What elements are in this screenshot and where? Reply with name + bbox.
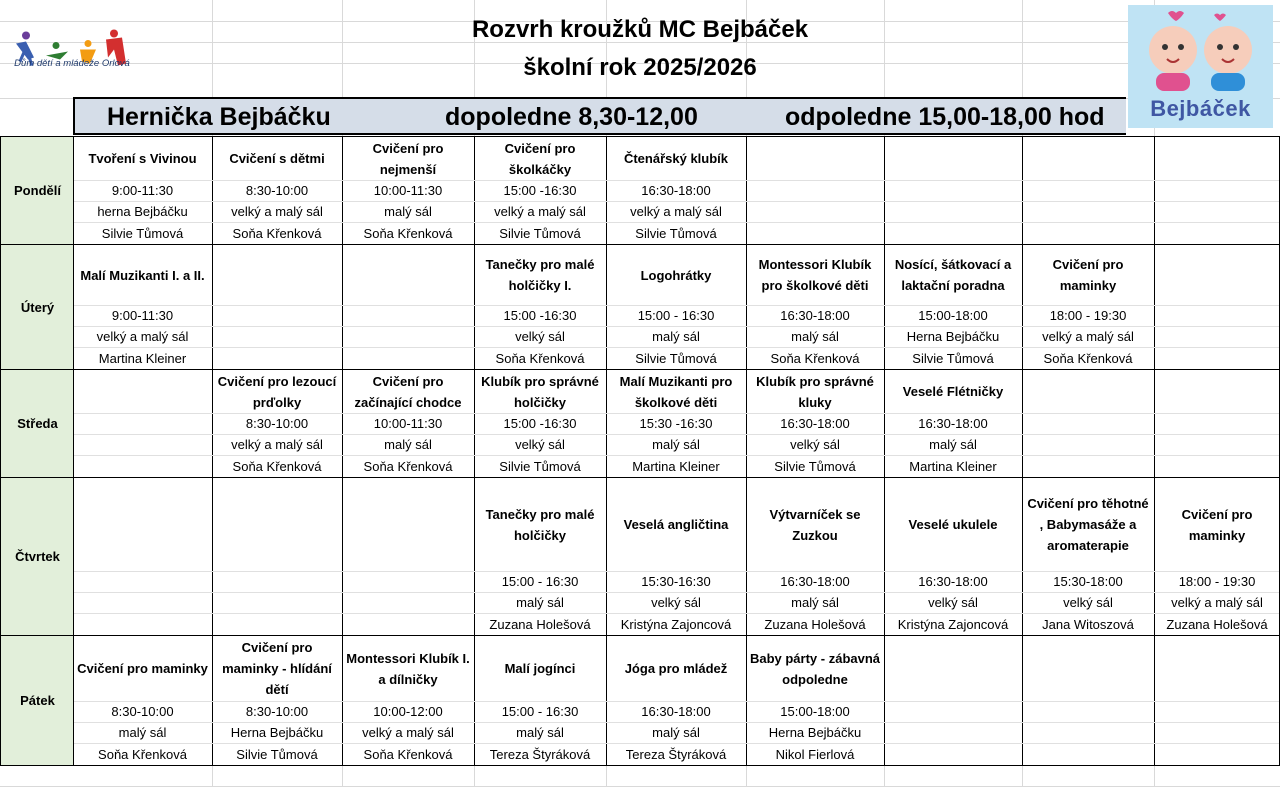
activity-time: 16:30-18:00 — [641, 704, 711, 719]
activity-title: Čtenářský klubík — [623, 151, 729, 166]
activity-time: 16:30-18:00 — [780, 416, 850, 431]
activity-title: Cvičení pro maminky — [1052, 257, 1124, 293]
activity-teacher: Silvie Tůmová — [101, 225, 184, 241]
column-divider — [884, 136, 885, 244]
activity-time: 16:30-18:00 — [918, 574, 988, 589]
column-divider — [1022, 136, 1023, 244]
column-divider — [884, 635, 885, 765]
activity-place: velký sál — [515, 329, 565, 344]
activity-teacher: Zuzana Holešová — [764, 616, 866, 632]
column-divider — [212, 244, 213, 369]
activity-place: velký sál — [928, 595, 978, 610]
activity-title: Nosící, šátkovací a laktační poradna — [894, 257, 1012, 293]
activity-teacher: Soňa Křenková — [495, 350, 585, 366]
page-subtitle: školní rok 2025/2026 — [523, 54, 757, 81]
column-divider — [1022, 369, 1023, 477]
activity-title: Cvičení pro začínající chodce — [354, 373, 462, 410]
activity-place: Herna Bejbáčku — [230, 725, 324, 740]
activity-place: herna Bejbáčku — [97, 204, 188, 219]
activity-time: 16:30-18:00 — [780, 574, 850, 589]
activity-teacher: Kristýna Zajoncová — [620, 616, 732, 632]
activity-title: Tanečky pro malé holčičky — [485, 506, 595, 543]
activity-place: velký sál — [651, 595, 701, 610]
activity-time: 16:30-18:00 — [641, 183, 711, 198]
info-bar — [73, 97, 1126, 135]
activity-time: 18:00 - 19:30 — [1178, 574, 1256, 589]
activity-time: 15:00-18:00 — [780, 704, 850, 719]
activity-teacher: Soňa Křenková — [363, 225, 453, 241]
activity-title: Jóga pro mládež — [624, 661, 728, 676]
activity-teacher: Tereza Štyráková — [489, 746, 591, 762]
activity-time: 8:30-10:00 — [245, 416, 309, 431]
activity-teacher: Soňa Křenková — [232, 458, 322, 474]
activity-title: Baby párty - zábavná odpoledne — [749, 650, 881, 687]
activity-title: Tanečky pro malé holčičky I. — [485, 257, 595, 293]
activity-title: Klubík pro správné holčičky — [481, 373, 599, 410]
activity-place: malý sál — [516, 725, 564, 740]
activity-time: 18:00 - 19:30 — [1049, 308, 1127, 323]
activity-title: Malí jogínci — [504, 661, 576, 676]
activity-time: 16:30-18:00 — [918, 416, 988, 431]
activity-place: velký a malý sál — [231, 437, 323, 452]
badge-label: Bejbáček — [1150, 96, 1251, 121]
activity-title: Cvičení pro maminky - hlídání dětí — [222, 640, 332, 697]
activity-time: 15:00 - 16:30 — [501, 574, 579, 589]
activity-title: Cvičení pro školkáčky — [504, 140, 576, 177]
babies-illustration — [1128, 5, 1273, 100]
activity-title: Cvičení pro těhotné , Babymasáže a aromaterapie — [1027, 496, 1149, 553]
activity-time: 8:30-10:00 — [245, 704, 309, 719]
activity-place: velký a malý sál — [96, 329, 189, 344]
activity-place: malý sál — [384, 437, 432, 452]
activity-place: velký sál — [790, 437, 840, 452]
day-label: Pátek — [0, 635, 74, 766]
activity-teacher: Silvie Tůmová — [499, 225, 581, 241]
activity-title: Cvičení pro nejmenší — [372, 140, 444, 177]
activity-time: 15:00 - 16:30 — [637, 308, 715, 323]
activity-time: 15:30-16:30 — [641, 574, 711, 589]
activity-place: velký a malý sál — [630, 204, 722, 219]
column-divider — [1022, 635, 1023, 765]
activity-time: 15:00 -16:30 — [503, 308, 577, 323]
activity-teacher: Tereza Štyráková — [625, 746, 727, 762]
activity-place: velký a malý sál — [362, 725, 454, 740]
activity-title: Logohrátky — [640, 267, 712, 283]
activity-time: 15:00 -16:30 — [503, 416, 577, 431]
activity-title: Montessori Klubík pro školkové děti — [758, 257, 872, 293]
activity-title: Tvoření s Vivinou — [88, 151, 197, 166]
activity-teacher: Martina Kleiner — [98, 350, 187, 366]
activity-place: malý sál — [929, 437, 977, 452]
activity-time: 15:00 - 16:30 — [501, 704, 579, 719]
activity-place: velký a malý sál — [1171, 595, 1263, 610]
activity-teacher: Soňa Křenková — [1043, 350, 1133, 366]
activity-time: 8:30-10:00 — [111, 704, 174, 719]
activity-teacher: Soňa Křenková — [363, 458, 453, 474]
column-divider — [342, 477, 343, 635]
activity-title: Klubík pro správné kluky — [756, 373, 874, 410]
activity-time: 15:30 -16:30 — [639, 416, 713, 431]
activity-time: 10:00-11:30 — [373, 183, 443, 198]
activity-place: malý sál — [384, 204, 432, 219]
column-divider — [1154, 244, 1155, 369]
activity-title: Cvičení pro maminky — [77, 661, 208, 676]
org-logo — [10, 14, 135, 86]
activity-place: Herna Bejbáčku — [906, 329, 1000, 344]
activity-place: malý sál — [652, 725, 700, 740]
activity-teacher: Martina Kleiner — [632, 458, 720, 474]
activity-title: Cvičení pro lezoucí prďolky — [217, 373, 337, 410]
activity-teacher: Soňa Křenková — [770, 350, 860, 366]
column-divider — [1154, 369, 1155, 477]
activity-teacher: Silvie Tůmová — [499, 458, 581, 474]
activity-time: 10:00-12:00 — [373, 704, 443, 719]
column-divider — [342, 244, 343, 369]
activity-teacher: Silvie Tůmová — [912, 350, 994, 366]
activity-place: malý sál — [791, 329, 839, 344]
activity-title: Cvičení s dětmi — [229, 151, 325, 166]
activity-teacher: Soňa Křenková — [232, 225, 322, 241]
activity-title: Veselé ukulele — [908, 517, 998, 532]
activity-title: Malí Muzikanti I. a II. — [80, 267, 205, 283]
activity-place: malý sál — [652, 437, 700, 452]
activity-teacher: Soňa Křenková — [363, 746, 453, 762]
column-divider — [1154, 136, 1155, 244]
day-label: Čtvrtek — [0, 477, 74, 636]
info-morning: dopoledne 8,30-12,00 — [445, 103, 698, 131]
activity-place: velký sál — [515, 437, 565, 452]
activity-place: malý sál — [118, 725, 167, 740]
activity-title: Veselá angličtina — [623, 517, 729, 532]
activity-title: Veselé Flétničky — [902, 384, 1004, 399]
column-divider — [746, 136, 747, 244]
activity-teacher: Silvie Tůmová — [774, 458, 856, 474]
day-label: Středa — [0, 369, 74, 478]
column-divider — [1154, 635, 1155, 765]
activity-place: velký a malý sál — [231, 204, 323, 219]
activity-place: malý sál — [791, 595, 839, 610]
column-divider — [212, 477, 213, 635]
org-logo-text: Dům dětí a mládeže Orlová — [14, 58, 130, 69]
activity-teacher: Nikol Fierlová — [775, 746, 855, 762]
activity-title: Výtvarníček se Zuzkou — [769, 506, 861, 543]
activity-teacher: Jana Witoszová — [1042, 616, 1134, 632]
activity-teacher: Silvie Tůmová — [236, 746, 318, 762]
activity-title: Cvičení pro maminky — [1181, 506, 1253, 543]
page-title: Rozvrh kroužků MC Bejbáček — [471, 16, 809, 43]
activity-place: velký sál — [1063, 595, 1113, 610]
activity-place: velký a malý sál — [1042, 329, 1134, 344]
activity-teacher: Zuzana Holešová — [1166, 616, 1268, 632]
activity-place: Herna Bejbáčku — [768, 725, 862, 740]
bejbacek-badge — [1128, 5, 1273, 128]
activity-teacher: Kristýna Zajoncová — [897, 616, 1009, 632]
activity-time: 15:30-18:00 — [1053, 574, 1123, 589]
activity-place: malý sál — [652, 329, 700, 344]
day-label: Úterý — [0, 244, 74, 370]
activity-time: 10:00-11:30 — [373, 416, 443, 431]
activity-teacher: Silvie Tůmová — [635, 225, 717, 241]
activity-time: 16:30-18:00 — [780, 308, 850, 323]
activity-title: Malí Muzikanti pro školkové děti — [619, 373, 733, 410]
activity-teacher: Zuzana Holešová — [489, 616, 591, 632]
day-label: Pondělí — [0, 136, 74, 245]
info-afternoon: odpoledne 15,00-18,00 hod — [785, 103, 1105, 131]
activity-time: 9:00-11:30 — [111, 308, 174, 323]
activity-time: 8:30-10:00 — [245, 183, 309, 198]
activity-time: 9:00-11:30 — [111, 183, 174, 198]
info-place: Hernička Bejbáčku — [107, 103, 331, 131]
activity-time: 15:00 -16:30 — [503, 183, 577, 198]
activity-teacher: Martina Kleiner — [909, 458, 997, 474]
activity-teacher: Soňa Křenková — [98, 746, 187, 762]
activity-place: velký a malý sál — [494, 204, 586, 219]
activity-title: Montessori Klubík I. a dílničky — [346, 650, 470, 687]
activity-teacher: Silvie Tůmová — [635, 350, 717, 366]
activity-place: malý sál — [516, 595, 564, 610]
activity-time: 15:00-18:00 — [918, 308, 988, 323]
